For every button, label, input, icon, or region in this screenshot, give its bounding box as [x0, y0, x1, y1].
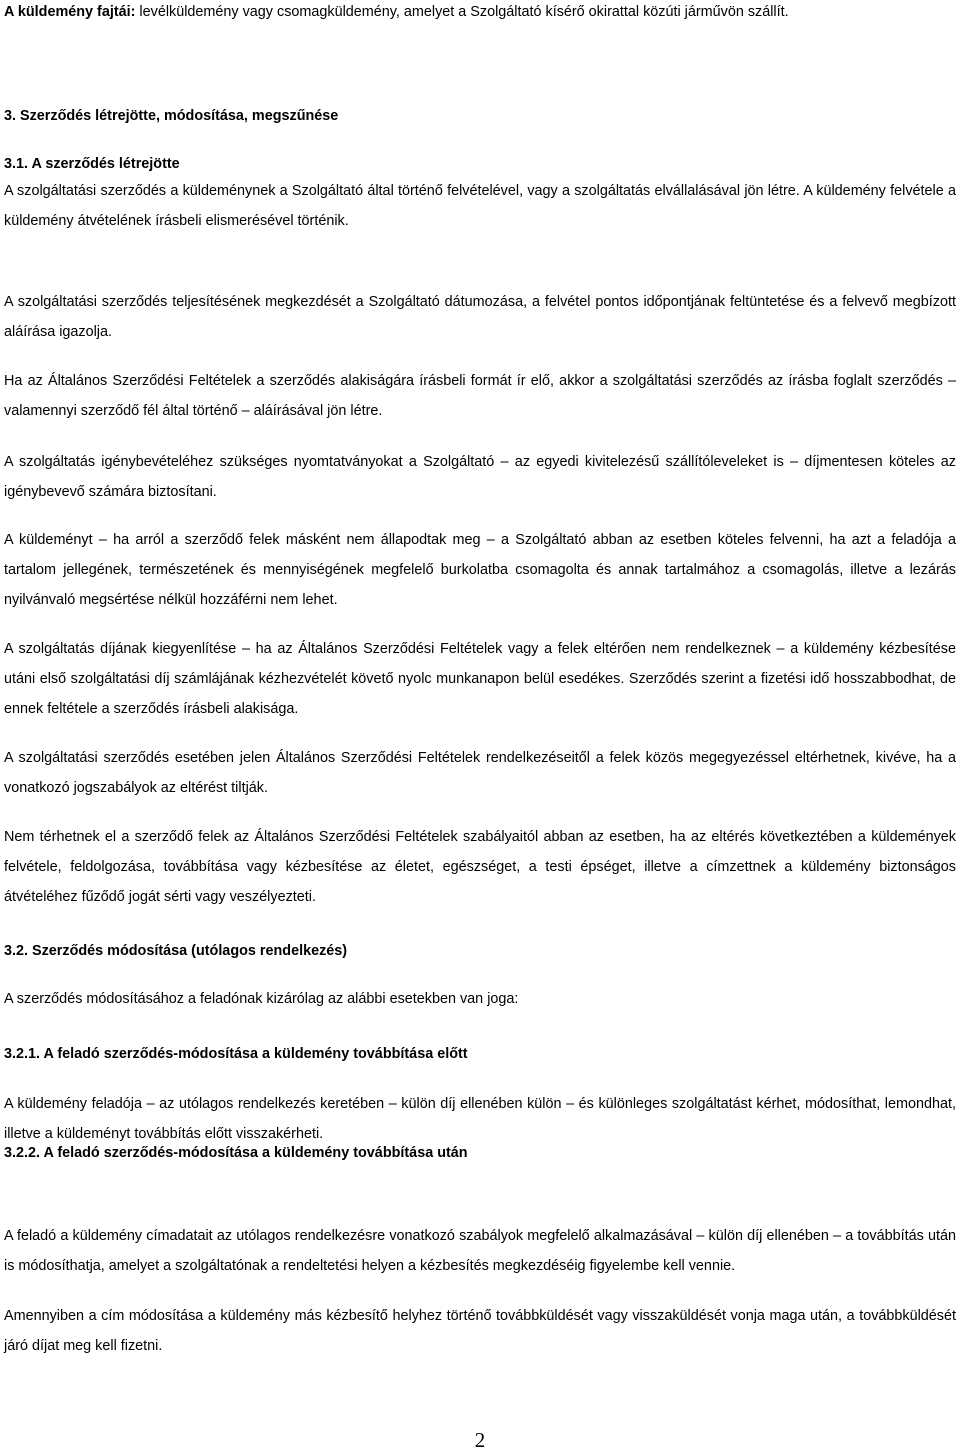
paragraph: A szolgáltatás díjának kiegyenlítése – ha az Általános Szerződési Feltételek vagy a felek eltérően nem rendelkeznek – a küldemény kézbesítése utáni első szolgáltatási díj számlájának kézhezvételét követő nyolc munkanapon belül esedékes. Szerződés szerint a fizetési idő hosszabbodhat, de ennek feltétele a szerződés írásbeli alakisága.	[4, 641, 956, 717]
paragraph: A szolgáltatási szerződés esetében jelen Általános Szerződési Feltételek rendelkezéseitől a felek közös megegyezéssel eltérhetnek, kivéve, ha a vonatkozó jogszabályok az eltérést tiltják.	[4, 750, 956, 796]
paragraph: A szolgáltatási szerződés teljesítésének megkezdését a Szolgáltató dátumozása, a felvétel pontos időpontjának feltüntetése és a felvevő megbízott aláírása igazolja.	[4, 294, 956, 340]
paragraph: Ha az Általános Szerződési Feltételek a szerződés alakiságára írásbeli formát ír elő, akkor a szolgáltatási szerződés az írásba foglalt szerződés – valamennyi szerződő fél által történő – aláírásával jön létre.	[4, 373, 956, 419]
section-3-2-heading: 3.2. Szerződés módosítása (utólagos rendelkezés)	[4, 943, 348, 959]
intro-label: A küldemény fajtái:	[4, 4, 136, 20]
paragraph: A szerződés módosításához a feladónak kizárólag az alábbi esetekben van joga:	[4, 991, 519, 1007]
section-3-2-2-heading: 3.2.2. A feladó szerződés-módosítása a küldemény továbbítása után	[4, 1145, 468, 1161]
intro-line	[4, 0, 956, 27]
paragraph: A feladó a küldemény címadatait az utólagos rendelkezésre vonatkozó szabályok megfelelő alkalmazásával – külön díj ellenében – a továbbítás után is módosíthatja, amelyet a szolgáltatónak a rendeltetési helyen a kézbesítés megkezdéséig figyelembe kell vennie.	[4, 1228, 956, 1274]
section-3-heading: 3. Szerződés létrejötte, módosítása, megszűnése	[4, 108, 339, 124]
paragraph: A küldeményt – ha arról a szerződő felek másként nem állapodtak meg – a Szolgáltató abban az esetben köteles felvenni, ha azt a feladója a tartalom jellegének, természetének és mennyiségének megfelelő burkolatba csomagolta és annak tartalmához a csomagolás, illetve a lezárás nyilvánvaló megsértése nélkül hozzáférni nem lehet.	[4, 532, 956, 608]
section-3-2-1-heading: 3.2.1. A feladó szerződés-módosítása a küldemény továbbítása előtt	[4, 1046, 468, 1062]
paragraph: A küldemény feladója – az utólagos rendelkezés keretében – külön díj ellenében külön – és különleges szolgáltatást kérhet, módosíthat, lemondhat, illetve a küldeményt továbbítás előtt visszakérheti.	[4, 1096, 956, 1142]
paragraph: A szolgáltatás igénybevételéhez szükséges nyomtatványokat a Szolgáltató – az egyedi kivitelezésű szállítóleveleket is – díjmentesen köteles az igénybevevő számára biztosítani.	[4, 454, 956, 500]
paragraph: A szolgáltatási szerződés a küldeménynek a Szolgáltató által történő felvételével, vagy a szolgáltatás elvállalásával jön létre. A küldemény felvétele a küldemény átvételének írásbeli elismerésével történik.	[4, 183, 956, 229]
section-3-1-heading: 3.1. A szerződés létrejötte	[4, 156, 180, 172]
paragraph: Amennyiben a cím módosítása a küldemény más kézbesítő helyhez történő továbbküldését vagy visszaküldését vonja maga után, a továbbküldését járó díjat meg kell fizetni.	[4, 1308, 956, 1354]
intro-text: levélküldemény vagy csomagküldemény, amelyet a Szolgáltató kísérő okirattal közúti járművön szállít.	[135, 4, 789, 20]
paragraph: Nem térhetnek el a szerződő felek az Általános Szerződési Feltételek szabályaitól abban az esetben, ha az eltérés következtében a küldemények felvétele, feldolgozása, továbbítása vagy kézbesítése az életet, egészséget, a testi épséget, illetve a címzettnek a küldemény biztonságos átvételéhez fűződő jogát sérti vagy veszélyezteti.	[4, 829, 956, 905]
page-number: 2	[474, 1428, 486, 1452]
